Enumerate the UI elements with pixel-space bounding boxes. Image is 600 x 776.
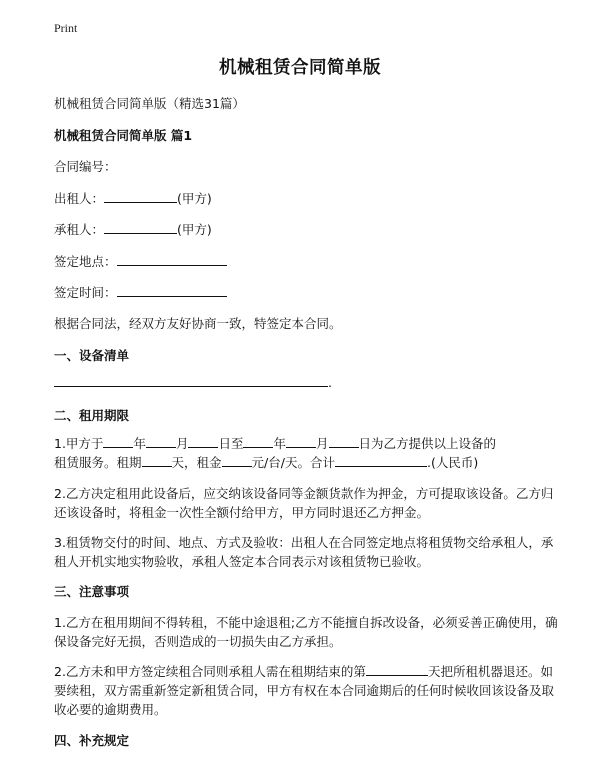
blank — [222, 454, 252, 467]
sign-place-label: 签定地点： — [54, 254, 117, 269]
sign-place-field — [54, 252, 227, 270]
clause-text: 年 — [273, 436, 286, 451]
equipment-list-line — [54, 374, 332, 390]
term-clause-2: 2.乙方决定租用此设备后，应交纳该设备同等金额货款作为押金，方可提取该设备。乙方归还该设备时，将租金一次性全额付给甲方，甲方同时退还乙方押金。 — [54, 486, 554, 520]
equipment-list-end: . — [328, 375, 332, 390]
clause-text: 年 — [133, 436, 146, 451]
lessor-blank — [104, 190, 177, 203]
notes-clause-1: 1.乙方在租用期间不得转租，不能中途退租;乙方不能擅自拆改设备，必须妥善正确使用，确保设备完好无损，否则造成的一切损失由乙方承担。 — [54, 615, 558, 649]
clause-text: .(人民币) — [426, 455, 479, 470]
chapter-heading: 机械租赁合同简单版 篇1 — [54, 128, 193, 143]
section-heading-notes: 三、注意事项 — [54, 584, 130, 599]
lessee-suffix: (甲方) — [177, 222, 212, 237]
clause-text: 天，租金 — [171, 455, 222, 470]
preamble-text: 根据合同法，经双方友好协商一致，特签定本合同。 — [54, 316, 342, 331]
blank — [366, 663, 428, 676]
sign-place-blank — [117, 253, 227, 266]
clause-text: 日至 — [218, 436, 244, 451]
lessor-label: 出租人： — [54, 191, 105, 206]
clause-text: 1.甲方于 — [54, 436, 104, 451]
section-heading-equipment: 一、设备清单 — [54, 348, 130, 363]
sign-time-blank — [117, 284, 227, 297]
blank — [243, 435, 273, 448]
blank — [146, 435, 176, 448]
lessee-blank — [104, 221, 177, 234]
print-link[interactable]: Print — [54, 21, 78, 35]
blank — [142, 454, 172, 467]
blank — [188, 435, 218, 448]
lessor-suffix: (甲方) — [177, 191, 212, 206]
equipment-list-blank — [54, 374, 328, 387]
clause-text: 元/台/天。合计 — [251, 455, 335, 470]
blank — [329, 435, 359, 448]
clause-text: 2.乙方未和甲方签定续租合同则承租人需在租期结束的第 — [54, 664, 366, 679]
blank — [103, 435, 133, 448]
clause-text: 月 — [175, 436, 189, 451]
clause-text: 天把所租机器退还。如要续租，双方需重新签定新租赁合同，甲方有权在本合同逾期后的任何时候收回该设备及取收必要的逾期费用。 — [54, 664, 555, 717]
notes-clause-2 — [54, 662, 559, 719]
clause-text: 月 — [316, 436, 329, 451]
blank — [335, 454, 427, 467]
term-clause-1 — [54, 434, 559, 472]
page-title: 机械租赁合同简单版 — [219, 58, 381, 78]
lessee-field — [54, 220, 212, 238]
section-heading-term: 二、租用期限 — [54, 408, 130, 423]
sign-time-label: 签定时间： — [54, 285, 117, 300]
blank — [286, 435, 316, 448]
contract-number-label: 合同编号： — [54, 159, 117, 174]
lessee-label: 承租人： — [54, 222, 105, 237]
clause-text: 租赁服务。租期 — [54, 455, 142, 470]
document-subtitle: 机械租赁合同简单版（精选31篇） — [54, 96, 245, 111]
term-clause-3: 3.租赁物交付的时间、地点、方式及验收：出租人在合同签定地点将租赁物交给承租人，承租人开机实地实物验收，承租人签定本合同表示对该租赁物已验收。 — [54, 535, 554, 569]
clause-text: 日为乙方提供以上设备的 — [358, 436, 497, 451]
sign-time-field — [54, 283, 227, 301]
lessor-field — [54, 189, 212, 207]
section-heading-supplement: 四、补充规定 — [54, 733, 130, 748]
